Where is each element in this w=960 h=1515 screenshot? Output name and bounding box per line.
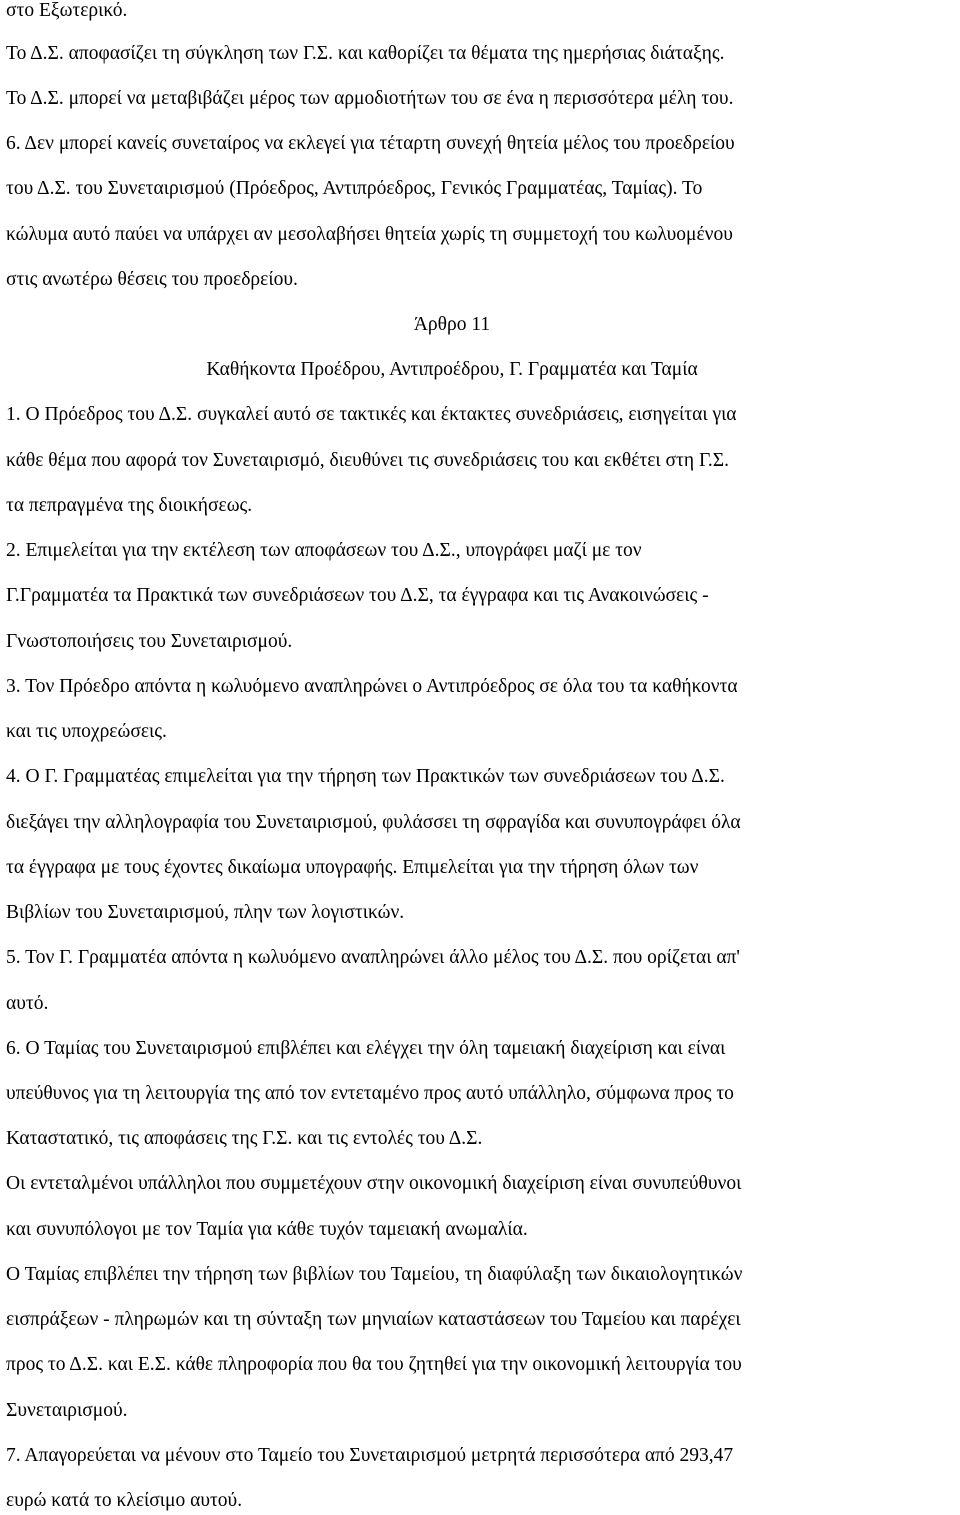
- text-line: ευρώ κατά το κλείσιμο αυτού.: [6, 1490, 243, 1511]
- article-title: Καθήκοντα Προέδρου, Αντιπροέδρου, Γ. Γραμματέα και Ταμία: [206, 359, 698, 380]
- text-line: Γ.Γραμματέα τα Πρακτικά των συνεδριάσεων του Δ.Σ, τα έγγραφα και τις Ανακοινώσεις -: [6, 585, 709, 606]
- text-line: 6. Δεν μπορεί κανείς συνεταίρος να εκλεγεί για τέταρτη συνεχή θητεία μέλος του προεδρείου: [6, 133, 735, 154]
- text-line: τα πεπραγμένα της διοικήσεως.: [6, 495, 253, 516]
- text-line: Καταστατικό, τις αποφάσεις της Γ.Σ. και τις εντολές του Δ.Σ.: [6, 1128, 483, 1149]
- text-line: τα έγγραφα με τους έχοντες δικαίωμα υπογραφής. Επιμελείται για την τήρηση όλων των: [6, 857, 699, 878]
- text-line: Ο Ταμίας επιβλέπει την τήρηση των βιβλίων του Ταμείου, τη διαφύλαξη των δικαιολογητικών: [6, 1264, 743, 1285]
- text-line: υπεύθυνος για τη λειτουργία της από τον εντεταμένο προς αυτό υπάλληλο, σύμφωνα προς το: [6, 1083, 734, 1104]
- text-line: 4. Ο Γ. Γραμματέας επιμελείται για την τήρηση των Πρακτικών των συνεδριάσεων του Δ.Σ.: [6, 766, 725, 787]
- text-line: 7. Απαγορεύεται να μένουν στο Ταμείο του Συνεταιρισμού μετρητά περισσότερα από 293,47: [6, 1445, 734, 1466]
- text-line: Οι εντεταλμένοι υπάλληλοι που συμμετέχουν στην οικονομική διαχείριση είναι συνυπεύθυνοι: [6, 1173, 742, 1194]
- text-line: προς το Δ.Σ. και Ε.Σ. κάθε πληροφορία που θα του ζητηθεί για την οικονομική λειτουργία του: [6, 1354, 742, 1375]
- text-line: διεξάγει την αλληλογραφία του Συνεταιρισμού, φυλάσσει τη σφραγίδα και συνυπογράφει όλα: [6, 812, 741, 833]
- text-line: κώλυμα αυτό παύει να υπάρχει αν μεσολαβήσει θητεία χωρίς τη συμμετοχή του κωλυομένου: [6, 224, 733, 245]
- text-line: Το Δ.Σ. αποφασίζει τη σύγκληση των Γ.Σ. και καθορίζει τα θέματα της ημερήσιας διάταξης.: [6, 43, 725, 64]
- text-line: Συνεταιρισμού.: [6, 1400, 128, 1421]
- text-line: στο Εξωτερικό.: [6, 0, 128, 21]
- article-heading: Άρθρο 11: [413, 314, 491, 335]
- text-line: 6. Ο Ταμίας του Συνεταιρισμού επιβλέπει και ελέγχει την όλη ταμειακή διαχείριση και είναι: [6, 1038, 726, 1059]
- text-line: Βιβλίων του Συνεταιρισμού, πλην των λογιστικών.: [6, 902, 405, 923]
- text-line: 3. Τον Πρόεδρο απόντα η κωλυόμενο αναπληρώνει ο Αντιπρόεδρος σε όλα του τα καθήκοντα: [6, 676, 738, 697]
- text-line: κάθε θέμα που αφορά τον Συνεταιρισμό, διευθύνει τις συνεδριάσεις του και εκθέτει στη Γ.Σ.: [6, 450, 729, 471]
- text-line: 5. Τον Γ. Γραμματέα απόντα η κωλυόμενο αναπληρώνει άλλο μέλος του Δ.Σ. που ορίζεται απ': [6, 947, 740, 968]
- text-line: και συνυπόλογοι με τον Ταμία για κάθε τυχόν ταμειακή ανωμαλία.: [6, 1219, 528, 1240]
- text-line: και τις υποχρεώσεις.: [6, 721, 167, 742]
- text-line: 2. Επιμελείται για την εκτέλεση των αποφάσεων του Δ.Σ., υπογράφει μαζί με τον: [6, 540, 642, 561]
- text-line: 1. Ο Πρόεδρος του Δ.Σ. συγκαλεί αυτό σε τακτικές και έκτακτες συνεδριάσεις, εισηγείται για: [6, 404, 737, 425]
- text-line: του Δ.Σ. του Συνεταιρισμού (Πρόεδρος, Αντιπρόεδρος, Γενικός Γραμματέας, Ταμίας). Το: [6, 178, 703, 199]
- text-line: στις ανωτέρω θέσεις του προεδρείου.: [6, 269, 298, 290]
- text-line: Γνωστοποιήσεις του Συνεταιρισμού.: [6, 631, 293, 652]
- text-line: εισπράξεων - πληρωμών και τη σύνταξη των μηνιαίων καταστάσεων του Ταμείου και παρέχει: [6, 1309, 741, 1330]
- text-line: Το Δ.Σ. μπορεί να μεταβιβάζει μέρος των αρμοδιοτήτων του σε ένα η περισσότερα μέλη του.: [6, 88, 734, 109]
- text-line: αυτό.: [6, 993, 49, 1014]
